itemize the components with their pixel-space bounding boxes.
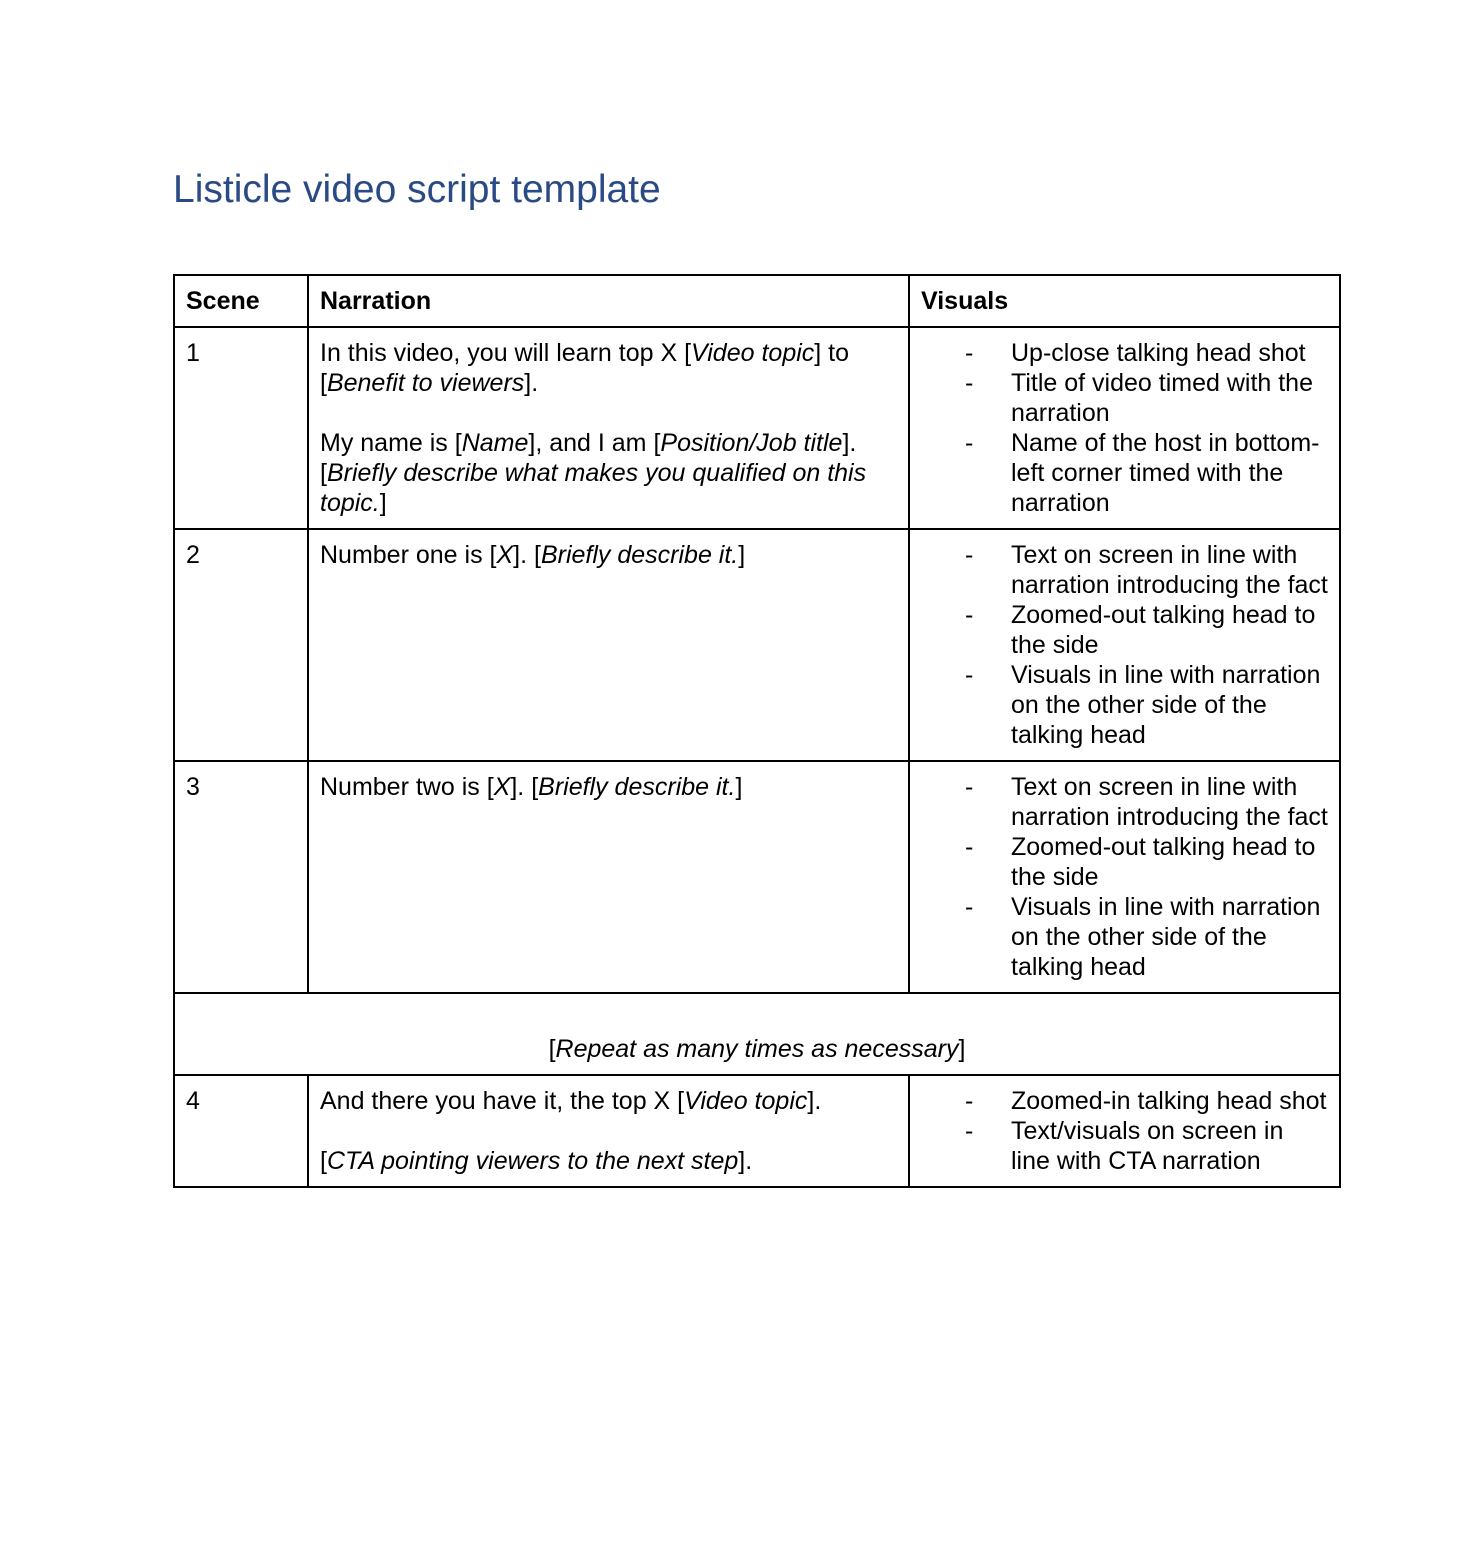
visual-item bbox=[921, 660, 1328, 750]
visual-text: Visuals in line with narration on the other side of the talking head bbox=[1011, 661, 1321, 749]
visuals-list bbox=[921, 540, 1328, 750]
placeholder-text: X bbox=[496, 541, 514, 569]
visual-item bbox=[921, 1086, 1328, 1116]
visuals-list bbox=[921, 1086, 1328, 1176]
bullet-dash: - bbox=[965, 369, 974, 397]
bullet-dash: - bbox=[965, 773, 974, 801]
placeholder-text: Name bbox=[461, 429, 529, 457]
text-segment: ] bbox=[738, 541, 746, 569]
text-segment: In this video, you will learn top X [ bbox=[320, 339, 692, 367]
repeat-row bbox=[174, 993, 1340, 1075]
text-segment: ] bbox=[379, 489, 387, 517]
visual-item bbox=[921, 540, 1328, 600]
bullet-dash: - bbox=[965, 429, 974, 457]
visual-text: Name of the host in bottom-left corner timed with the narration bbox=[1011, 429, 1320, 517]
scene-number: 3 bbox=[174, 761, 308, 993]
narration-cell bbox=[308, 529, 909, 761]
placeholder-text: Repeat as many times as necessary bbox=[555, 1035, 959, 1063]
visual-text: Zoomed-out talking head to the side bbox=[1011, 833, 1316, 891]
visual-item bbox=[921, 892, 1328, 982]
text-segment: Number two is [ bbox=[320, 773, 494, 801]
visual-item bbox=[921, 1116, 1328, 1176]
placeholder-text: Video topic bbox=[691, 339, 815, 367]
table-row bbox=[174, 529, 1340, 761]
placeholder-text: Briefly describe it. bbox=[540, 541, 739, 569]
text-segment: ] bbox=[735, 773, 743, 801]
visuals-cell bbox=[909, 327, 1340, 529]
text-segment: [ bbox=[548, 1035, 556, 1063]
scene-number: 1 bbox=[174, 327, 308, 529]
text-segment: ]. bbox=[807, 1087, 822, 1115]
placeholder-text: X bbox=[493, 773, 511, 801]
text-segment: And there you have it, the top X [ bbox=[320, 1087, 685, 1115]
visual-item bbox=[921, 428, 1328, 518]
visual-item bbox=[921, 772, 1328, 832]
visual-text: Visuals in line with narration on the other side of the talking head bbox=[1011, 893, 1321, 981]
visual-text: Text/visuals on screen in line with CTA narration bbox=[1011, 1117, 1284, 1175]
text-segment: ]. bbox=[738, 1147, 753, 1175]
bullet-dash: - bbox=[965, 541, 974, 569]
visuals-cell bbox=[909, 761, 1340, 993]
table-header-row bbox=[174, 275, 1340, 327]
bullet-dash: - bbox=[965, 661, 974, 689]
bullet-dash: - bbox=[965, 893, 974, 921]
visual-text: Zoomed-in talking head shot bbox=[1011, 1087, 1327, 1115]
narration-cell bbox=[308, 327, 909, 529]
narration-paragraph bbox=[320, 1146, 897, 1176]
placeholder-text: Video topic bbox=[684, 1087, 808, 1115]
bullet-dash: - bbox=[965, 1087, 974, 1115]
visuals-list bbox=[921, 338, 1328, 518]
table-row bbox=[174, 327, 1340, 529]
text-segment: ] bbox=[958, 1035, 966, 1063]
narration-paragraph bbox=[320, 428, 897, 518]
visual-text: Text on screen in line with narration introducing the fact bbox=[1011, 541, 1328, 599]
visual-text: Title of video timed with the narration bbox=[1011, 369, 1313, 427]
visuals-list bbox=[921, 772, 1328, 982]
scene-number: 4 bbox=[174, 1075, 308, 1187]
visual-item bbox=[921, 832, 1328, 892]
narration-paragraph bbox=[320, 338, 897, 398]
text-segment: ]. [ bbox=[510, 773, 539, 801]
visual-item bbox=[921, 600, 1328, 660]
narration-paragraph bbox=[320, 1086, 897, 1116]
placeholder-text: Position/Job title bbox=[660, 429, 843, 457]
visual-item bbox=[921, 338, 1328, 368]
table-row bbox=[174, 761, 1340, 993]
visuals-cell bbox=[909, 529, 1340, 761]
text-segment: ]. [ bbox=[513, 541, 541, 569]
visual-text: Text on screen in line with narration introducing the fact bbox=[1011, 773, 1328, 831]
narration-paragraph bbox=[320, 772, 897, 802]
header-narration: Narration bbox=[308, 275, 909, 327]
scene-number: 2 bbox=[174, 529, 308, 761]
text-segment: ], and I am [ bbox=[528, 429, 661, 457]
header-scene: Scene bbox=[174, 275, 308, 327]
bullet-dash: - bbox=[965, 601, 974, 629]
visual-text: Up-close talking head shot bbox=[1011, 339, 1306, 367]
placeholder-text: Briefly describe what makes you qualified on this topic. bbox=[320, 459, 867, 517]
bullet-dash: - bbox=[965, 1117, 974, 1145]
script-table bbox=[173, 274, 1341, 1188]
narration-cell bbox=[308, 761, 909, 993]
placeholder-text: Benefit to viewers bbox=[326, 369, 525, 397]
visuals-cell bbox=[909, 1075, 1340, 1187]
table-row bbox=[174, 1075, 1340, 1187]
text-segment: Number one is [ bbox=[320, 541, 497, 569]
repeat-note-cell bbox=[174, 993, 1340, 1075]
visual-item bbox=[921, 368, 1328, 428]
bullet-dash: - bbox=[965, 833, 974, 861]
text-segment: ]. bbox=[524, 369, 539, 397]
text-segment: [ bbox=[320, 1147, 327, 1175]
text-segment: ]. [ bbox=[320, 429, 857, 487]
placeholder-text: CTA pointing viewers to the next step bbox=[326, 1147, 739, 1175]
document-title: Listicle video script template bbox=[173, 168, 661, 211]
placeholder-text: Briefly describe it. bbox=[538, 773, 736, 801]
narration-cell bbox=[308, 1075, 909, 1187]
visual-text: Zoomed-out talking head to the side bbox=[1011, 601, 1316, 659]
narration-paragraph bbox=[320, 540, 897, 570]
bullet-dash: - bbox=[965, 339, 974, 367]
text-segment: ] to [ bbox=[320, 339, 850, 397]
header-visuals: Visuals bbox=[909, 275, 1340, 327]
text-segment: My name is [ bbox=[320, 429, 462, 457]
